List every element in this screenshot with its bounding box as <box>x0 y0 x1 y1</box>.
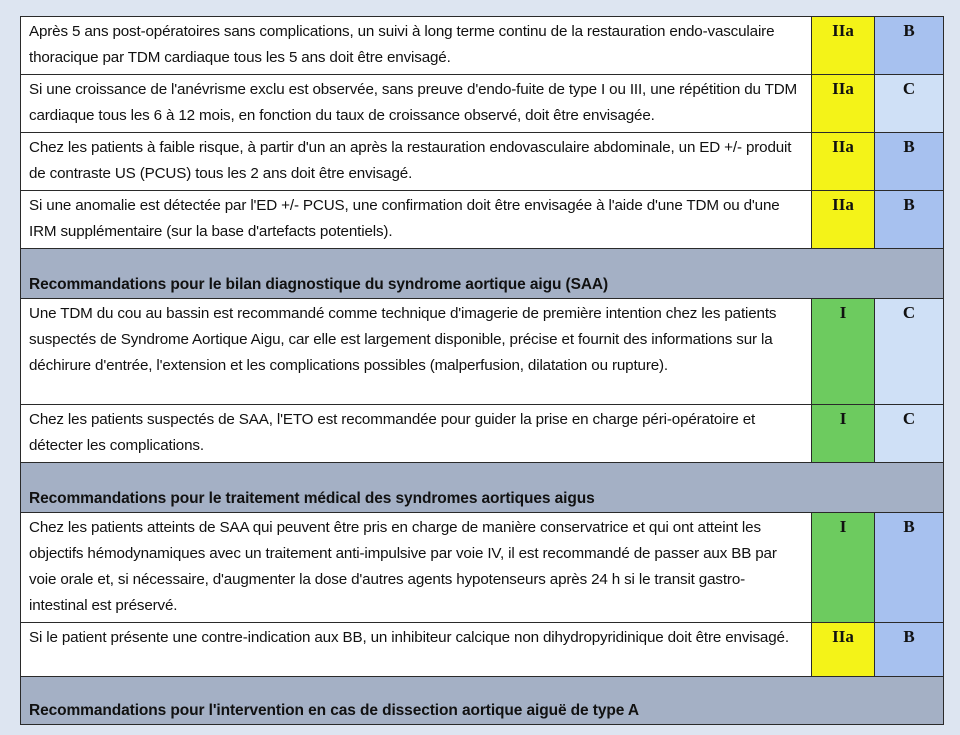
table-row <box>21 299 944 405</box>
level-badge: B <box>875 623 944 677</box>
table-row <box>21 623 944 677</box>
section-header-row <box>21 677 944 725</box>
recommendation-text: Chez les patients atteints de SAA qui peuvent être pris en charge de manière conservatrice et qui ont atteint les objectifs hémodynamiques avec un traitement anti-impulsive par voie IV, il est recommandé de passer aux BB par voie orale et, si nécessaire, d'augmenter la dose d'autres agents hypotenseurs après 24 h si le transit gastro-intestinal est préservé. <box>21 513 812 623</box>
class-badge: I <box>812 513 875 623</box>
class-badge: IIa <box>812 191 875 249</box>
section-header-row <box>21 249 944 299</box>
level-badge: C <box>875 75 944 133</box>
table-row <box>21 17 944 75</box>
level-badge: B <box>875 17 944 75</box>
recommendation-text: Chez les patients suspectés de SAA, l'ETO est recommandée pour guider la prise en charge péri-opératoire et détecter les complications. <box>21 405 812 463</box>
class-badge: IIa <box>812 623 875 677</box>
recommendation-text: Si une croissance de l'anévrisme exclu est observée, sans preuve d'endo-fuite de type I ou III, une répétition du TDM cardiaque tous les 6 à 12 mois, en fonction du taux de croissance observé, doit être envisagée. <box>21 75 812 133</box>
recommendations-table-container <box>20 16 943 725</box>
table-row <box>21 513 944 623</box>
class-badge: I <box>812 405 875 463</box>
recommendation-text: Chez les patients à faible risque, à partir d'un an après la restauration endovasculaire abdominale, un ED +/- produit de contraste US (PCUS) tous les 2 ans doit être envisagé. <box>21 133 812 191</box>
section-header-row <box>21 463 944 513</box>
class-badge: IIa <box>812 17 875 75</box>
level-badge: B <box>875 133 944 191</box>
level-badge: B <box>875 191 944 249</box>
level-badge: B <box>875 513 944 623</box>
table-row <box>21 191 944 249</box>
level-badge: C <box>875 405 944 463</box>
table-row <box>21 75 944 133</box>
class-badge: IIa <box>812 133 875 191</box>
recommendation-text: Si une anomalie est détectée par l'ED +/- PCUS, une confirmation doit être envisagée à l'aide d'une TDM ou d'une IRM supplémentaire (sur la base d'artefacts potentiels). <box>21 191 812 249</box>
recommendation-text: Après 5 ans post-opératoires sans complications, un suivi à long terme continu de la restauration endo-vasculaire thoracique par TDM cardiaque tous les 5 ans doit être envisagé. <box>21 17 812 75</box>
recommendations-table-body <box>21 17 944 725</box>
section-header: Recommandations pour le traitement médical des syndromes aortiques aigus <box>21 463 944 513</box>
recommendation-text: Une TDM du cou au bassin est recommandé comme technique d'imagerie de première intention chez les patients suspectés de Syndrome Aortique Aigu, car elle est largement disponible, précise et fournit des informations sur la déchirure d'entrée, l'extension et les complications possibles (malperfusion, dilatation ou rupture). <box>21 299 812 405</box>
recommendations-table <box>20 16 944 725</box>
section-header: Recommandations pour l'intervention en cas de dissection aortique aiguë de type A <box>21 677 944 725</box>
section-header: Recommandations pour le bilan diagnostique du syndrome aortique aigu (SAA) <box>21 249 944 299</box>
level-badge: C <box>875 299 944 405</box>
class-badge: IIa <box>812 75 875 133</box>
table-row <box>21 405 944 463</box>
class-badge: I <box>812 299 875 405</box>
recommendation-text: Si le patient présente une contre-indication aux BB, un inhibiteur calcique non dihydropyridinique doit être envisagé. <box>21 623 812 677</box>
table-row <box>21 133 944 191</box>
